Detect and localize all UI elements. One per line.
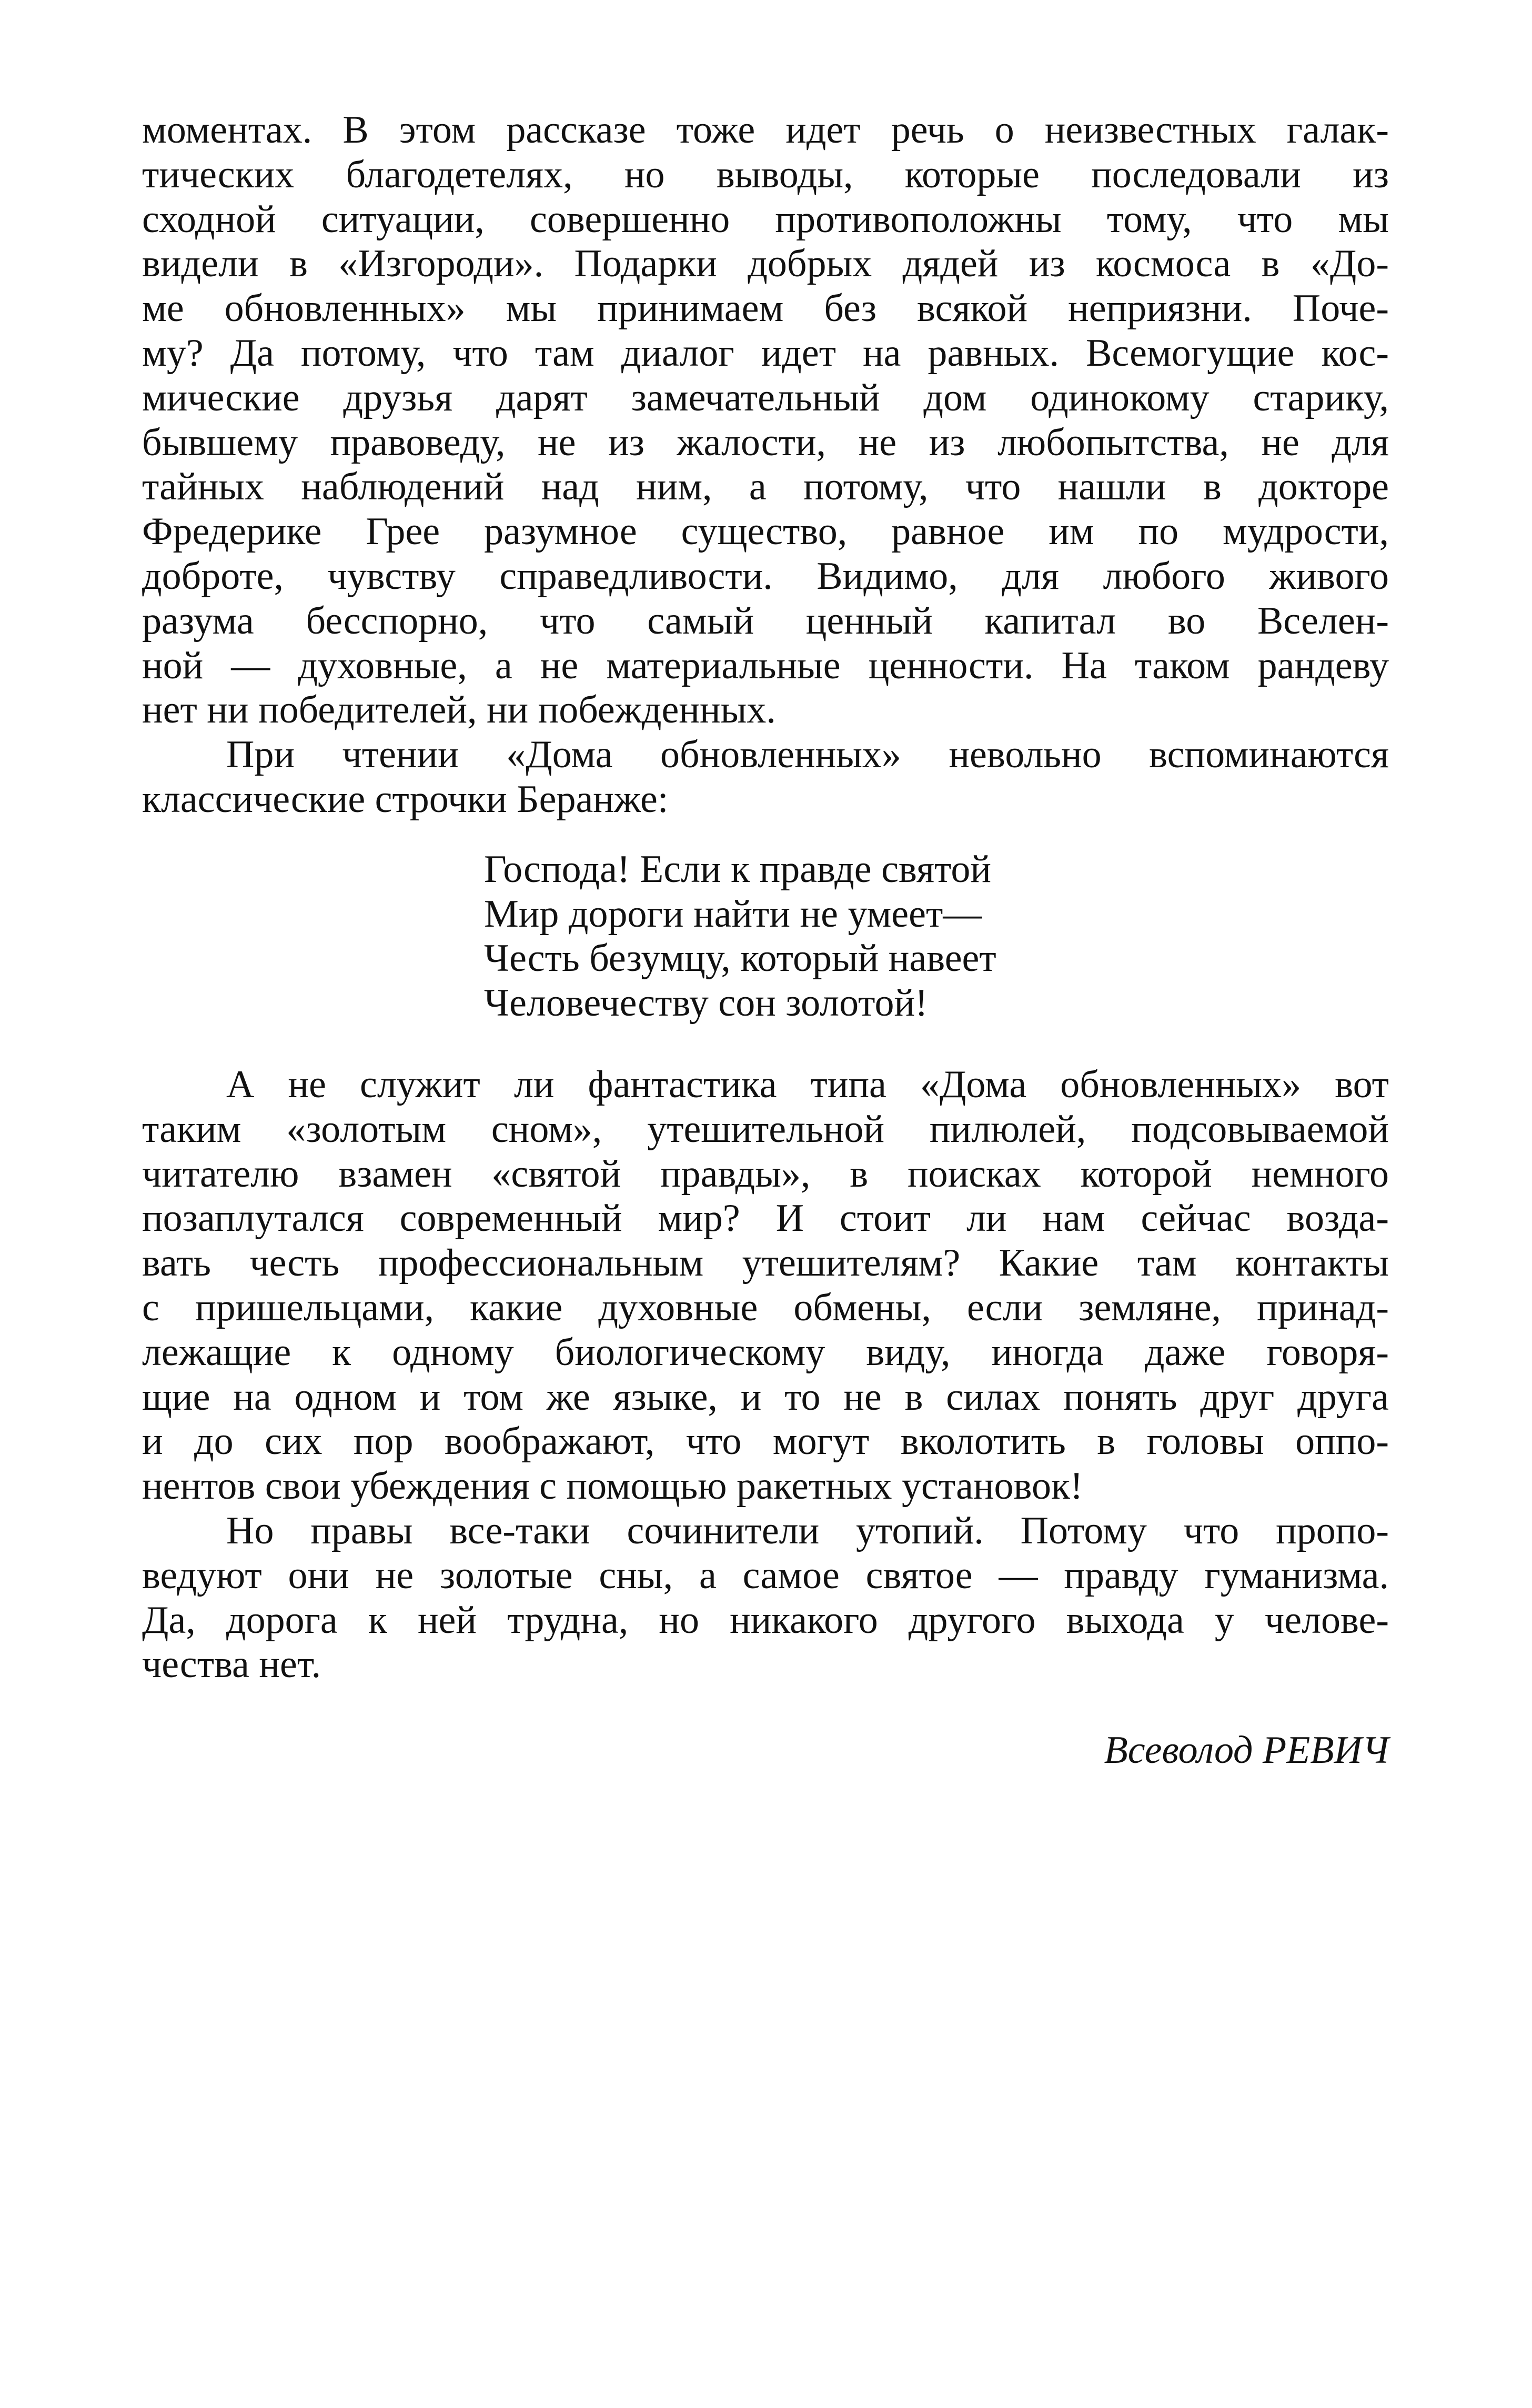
page-content (142, 108, 1389, 1773)
text-line: му? Да потому, что там диалог идет на равных. Всемогущие кос- (142, 331, 1389, 375)
text-line: А не служит ли фантастика типа «Дома обновленных» вот (226, 1062, 1389, 1106)
text-line: Фредерике Грее разумное существо, равное им по мудрости, (142, 510, 1389, 554)
text-line: ме обновленных» мы принимаем без всякой неприязни. Поче- (142, 287, 1389, 330)
text-line: сходной ситуации, совершенно противоположны тому, что мы (142, 197, 1389, 241)
text-line: читателю взамен «святой правды», в поисках которой немного (142, 1152, 1389, 1196)
text-line: нентов свои убеждения с помощью ракетных установок! (142, 1464, 1083, 1508)
author-signature: Всеволод РЕВИЧ (1104, 1729, 1389, 1772)
text-line: тайных наблюдений над ним, а потому, что нашли в докторе (142, 465, 1389, 509)
text-line: вать честь профессиональным утешителям? Какие там контакты (142, 1241, 1389, 1285)
text-line: тических благодетелях, но выводы, которые последовали из (142, 153, 1389, 196)
verse-line: Мир дороги найти не умеет— (484, 892, 982, 936)
verse-quote (142, 847, 1389, 1026)
text-line: разума бесспорно, что самый ценный капитал во Вселен- (142, 599, 1389, 643)
paragraph-2 (142, 733, 1389, 822)
text-line: классические строчки Беранже: (142, 777, 669, 821)
verse-line: Господа! Если к правде святой (484, 847, 991, 891)
text-line: моментах. В этом рассказе тоже идет речь о неизвестных галак- (142, 108, 1389, 152)
text-line: Да, дорога к ней трудна, но никакого другого выхода у челове- (142, 1598, 1389, 1642)
text-line: и до сих пор воображают, что могут вколотить в головы оппо- (142, 1420, 1389, 1463)
verse-line: Человечеству сон золотой! (484, 981, 928, 1025)
text-line: При чтении «Дома обновленных» невольно вспоминаются (226, 733, 1389, 777)
text-line: щие на одном и том же языке, и то не в силах понять друг друга (142, 1375, 1389, 1419)
text-line: таким «золотым сном», утешительной пилюлей, подсовываемой (142, 1107, 1389, 1151)
text-line: доброте, чувству справедливости. Видимо, для любого живого (142, 554, 1389, 598)
text-line: видели в «Изгороди». Подарки добрых дядей из космоса в «До- (142, 242, 1389, 286)
paragraph-1 (142, 108, 1389, 733)
text-line: лежащие к одному биологическому виду, иногда даже говоря- (142, 1330, 1389, 1374)
text-line: ной — духовные, а не материальные ценности. На таком рандеву (142, 644, 1389, 687)
text-line: Но правы все-таки сочинители утопий. Потому что пропо- (226, 1509, 1389, 1552)
text-line: нет ни победителей, ни побежденных. (142, 688, 776, 732)
text-line: мические друзья дарят замечательный дом одинокому старику, (142, 376, 1389, 419)
text-line: бывшему правоведу, не из жалости, не из любопытства, не для (142, 420, 1389, 464)
text-line: чества нет. (142, 1643, 321, 1687)
text-line: позаплутался современный мир? И стоит ли нам сейчас возда- (142, 1197, 1389, 1240)
verse-line: Честь безумцу, который навеет (484, 937, 996, 980)
paragraph-3 (142, 1062, 1389, 1509)
paragraph-4 (142, 1509, 1389, 1687)
text-line: ведуют они не золотые сны, а самое святое — правду гуманизма. (142, 1553, 1389, 1597)
text-line: с пришельцами, какие духовные обмены, если земляне, принад- (142, 1286, 1389, 1329)
